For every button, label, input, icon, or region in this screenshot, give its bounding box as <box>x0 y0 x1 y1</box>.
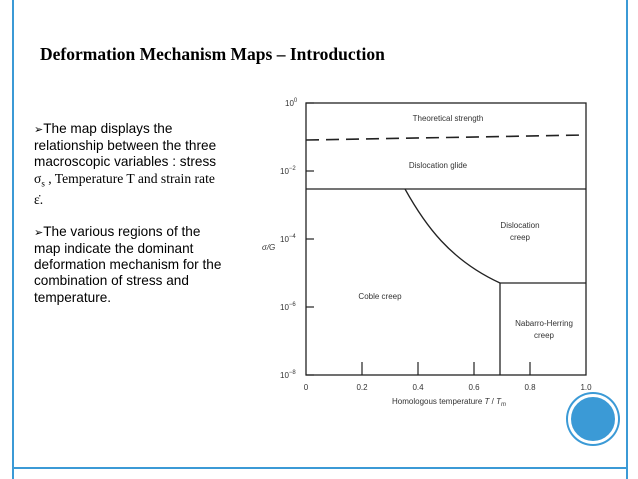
y-tick-label: $10^0$ <box>285 98 298 108</box>
theoretical-strength-boundary <box>306 135 586 140</box>
x-axis-label: Homologous temperature T / $T_m$ <box>392 397 506 408</box>
x-tick-label: 0.6 <box>468 383 480 392</box>
bullet-1-line-4: $\sigma_s$ , Temperature T and strain rate <box>34 170 215 189</box>
x-tick-label: 0.2 <box>356 383 368 392</box>
y-tick-label: $10^{-8}$ <box>280 370 296 380</box>
strain-rate-symbol: ε̇. <box>34 191 44 207</box>
region-dislocation-creep: Dislocation <box>500 221 540 230</box>
bullet-1: ➢The map displays the <box>34 121 173 136</box>
bullet-2-line-5: temperature. <box>34 289 112 305</box>
y-tick-label: $10^{-6}$ <box>280 302 296 312</box>
x-tick-label: 1.0 <box>580 383 592 392</box>
y-axis-label: σ/G <box>262 243 276 252</box>
region-dislocation-creep: creep <box>509 233 531 242</box>
region-nabarro-herring-creep: Nabarro-Herring <box>515 319 573 328</box>
y-tick-label: $10^{-4}$ <box>280 234 296 244</box>
x-tick-label: 0 <box>303 383 309 392</box>
bullet-2-line-4: combination of stress and <box>34 273 189 289</box>
bullet-1-line-2: relationship between the three <box>34 138 217 154</box>
bullet-arrow-icon: ➢ <box>34 226 44 239</box>
bullet-arrow-icon: ➢ <box>34 124 44 136</box>
bullet-2-line-2: map indicate the dominant <box>34 240 194 256</box>
bullet-2-line-3: deformation mechanism for the <box>34 257 222 273</box>
bullet-2: ➢The various regions of the <box>34 223 201 239</box>
x-tick-label: 0.8 <box>524 383 536 392</box>
bullet-1-line-3: macroscopic variables : stress <box>34 154 217 170</box>
stress-symbol: σ <box>34 170 42 186</box>
region-dislocation-glide: Dislocation glide <box>408 161 468 170</box>
region-coble-creep: Coble creep <box>358 292 402 301</box>
slide-title: Deformation Mechanism Maps – Introduction <box>40 44 385 64</box>
region-nabarro-herring-creep: creep <box>533 331 555 340</box>
y-tick-label: $10^{-2}$ <box>280 166 296 176</box>
region-theoretical-strength: Theoretical strength <box>412 114 484 123</box>
x-tick-label: 0.4 <box>412 383 424 392</box>
coble-dislocation-boundary <box>405 189 500 283</box>
